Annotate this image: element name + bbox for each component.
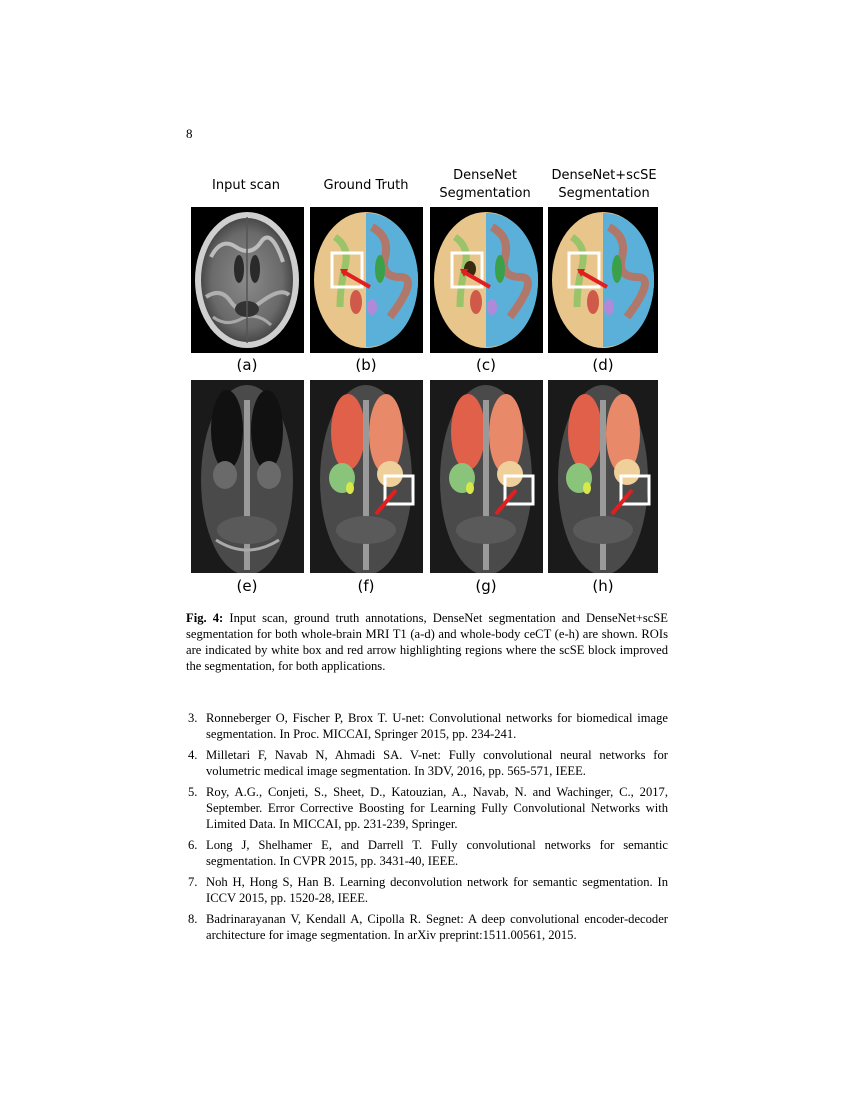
brain-segmentation-image — [310, 207, 423, 353]
caption-text: Input scan, ground truth annotations, DenseNet segmentation and DenseNet+scSE segmentation for both whole-brain MRI T1 (a-d) and whole-body ceCT (e-h) are shown. ROIs are indicated by white box and red arrow highlighting regions where the scSE block improved the segmentation, for both applications. — [186, 611, 669, 673]
brain-mri-image — [191, 207, 304, 353]
reference-item: 4. Milletari F, Navab N, Ahmadi SA. V-net: Fully convolutional neural networks for volumetric medical image segmentation. In 3DV, 2016, pp. 565-571, IEEE. — [188, 748, 668, 778]
panel-b-ground-truth-brain — [310, 207, 423, 353]
brain-densenet-image — [430, 207, 543, 353]
page-number: 8 — [186, 126, 193, 141]
header-densenet: DenseNet Segmentation — [439, 168, 531, 201]
panel-e-input-ct — [191, 380, 304, 573]
panel-c-densenet-brain — [430, 207, 543, 353]
ct-densenet-image — [430, 380, 543, 573]
label-e: (e) — [236, 577, 258, 595]
reference-list — [186, 710, 668, 948]
caption-label: Fig. 4: — [186, 611, 224, 625]
panel-g-densenet-ct — [430, 380, 543, 573]
reference-item: 3. Ronneberger O, Fischer P, Brox T. U-net: Convolutional networks for biomedical image segmentation. In Proc. MICCAI, Springer 2015, pp. 234-241. — [188, 711, 668, 741]
ct-scan-image — [191, 380, 304, 573]
header-input-scan: Input scan — [212, 178, 280, 193]
label-b: (b) — [355, 356, 377, 374]
brain-scse-image — [548, 207, 658, 353]
reference-item: 8. Badrinarayanan V, Kendall A, Cipolla R. Segnet: A deep convolutional encoder-decoder architecture for image segmentation. In arXiv preprint:1511.00561, 2015. — [188, 912, 668, 942]
ct-scse-image — [548, 380, 658, 573]
reference-item: 5. Roy, A.G., Conjeti, S., Sheet, D., Katouzian, A., Navab, N. and Wachinger, C., 2017, September. Error Corrective Boosting for Learning Fully Convolutional Networks with Limited Data. In MICCAI, pp. 231-239, Springer. — [188, 785, 668, 831]
panel-f-ground-truth-ct — [310, 380, 423, 573]
label-a: (a) — [236, 356, 258, 374]
panel-h-densenet-scse-ct — [548, 380, 658, 573]
reference-item: 7. Noh H, Hong S, Han B. Learning deconvolution network for semantic segmentation. In ICCV 2015, pp. 1520-28, IEEE. — [188, 875, 668, 905]
header-densenet-scse: DenseNet+scSE Segmentation — [551, 168, 657, 201]
panel-d-densenet-scse-brain — [548, 207, 658, 353]
label-d: (d) — [592, 356, 614, 374]
label-c: (c) — [476, 356, 496, 374]
ct-segmentation-image — [310, 380, 423, 573]
figure-caption — [186, 610, 668, 674]
label-f: (f) — [357, 577, 375, 595]
reference-item: 6. Long J, Shelhamer E, and Darrell T. Fully convolutional networks for semantic segmentation. In CVPR 2015, pp. 3431-40, IEEE. — [188, 838, 668, 868]
label-g: (g) — [475, 577, 497, 595]
label-h: (h) — [592, 577, 614, 595]
panel-a-input-brain — [191, 207, 304, 353]
header-ground-truth: Ground Truth — [323, 178, 409, 193]
